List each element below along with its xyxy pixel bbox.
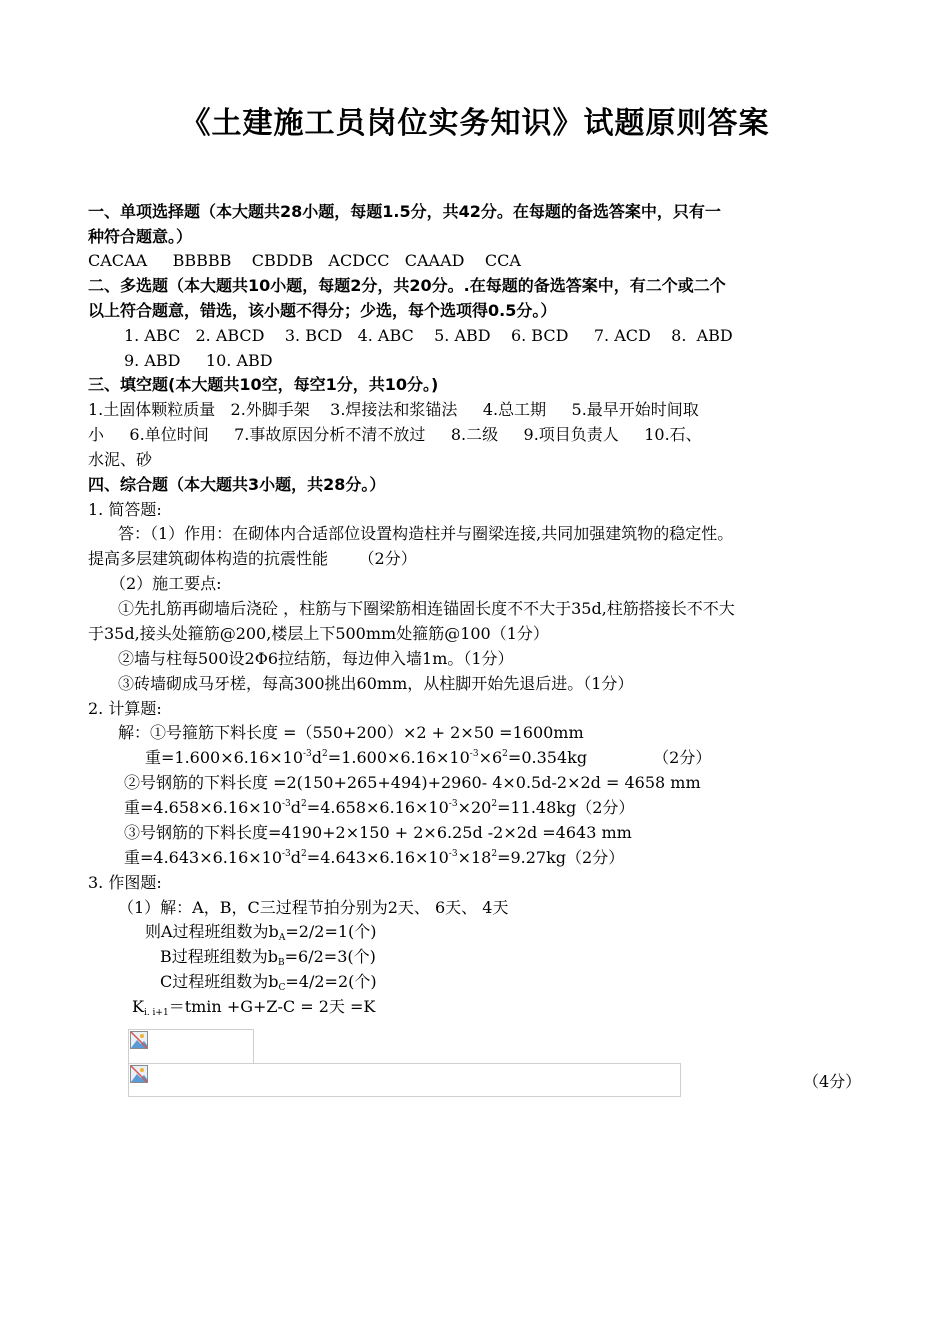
question1-answer-line4: ①先扎筋再砌墙后浇砼 ，柱筋与下圈梁筋相连锚固长度不不大于35d,柱筋搭接长不不大 bbox=[118, 599, 735, 618]
question1-answer-line1: 答：（1）作用：在砌体内合适部位设置构造柱并与圈梁连接,共同加强建筑物的稳定性。 bbox=[118, 524, 734, 543]
section3-heading: 三、填空题(本大题共10空，每空1分，共10分。) bbox=[88, 375, 439, 394]
section4-heading: 四、综合题（本大题共3小题，共28分。） bbox=[88, 475, 386, 494]
question1-answer-line7: ③砖墙砌成马牙槎，每高300挑出60mm，从柱脚开始先退后进。（1分） bbox=[118, 674, 634, 693]
broken-image-placeholder bbox=[128, 1029, 254, 1067]
section1-heading-line2: 种符合题意。） bbox=[88, 227, 193, 246]
question2-line3: ②号钢筋的下料长度 =2(150+265+494)+2960- 4×0.5d-2×2d = 4658 mm bbox=[124, 773, 701, 792]
question2-line2: 重$=1.600\times 6.16\times 10^{-3}d^2=1.600\times 6.16\times 10^{-3}\times 6^2=0.354kg$ （2分） bbox=[145, 748, 712, 767]
section2-answers-line1: 1. ABC 2. ABCD 3. BCD 4. ABC 5. ABD 6. BCD 7. ACD 8. ABD bbox=[124, 326, 733, 345]
question1-answer-line3: （2）施工要点: bbox=[110, 574, 222, 593]
question3-line1: （1）解：A，B，C三过程节拍分别为2天、 6天、 4天 bbox=[118, 898, 509, 917]
question2-label: 2. 计算题: bbox=[88, 699, 162, 718]
question1-answer-line2: 提高多层建筑砌体构造的抗震性能 （2分） bbox=[88, 549, 417, 568]
question3-score: （4分） bbox=[803, 1072, 862, 1091]
question1-answer-line6: ②墙与柱每500设2Φ6拉结筋，每边伸入墙1m。（1分） bbox=[118, 649, 514, 668]
question2-line1: 解：①号箍筋下料长度 =（550+200）×2 + 2×50 =1600mm bbox=[118, 723, 584, 742]
question3-line3: B过程班组数为$b_B=6/2=3$(个) bbox=[160, 947, 376, 968]
broken-image-icon bbox=[130, 1031, 148, 1049]
question3-line4: C过程班组数为$b_C=4/2=2$(个) bbox=[160, 972, 377, 993]
page-title: 《土建施工员岗位实务知识》试题原则答案 bbox=[180, 106, 770, 141]
section2-heading-line2: 以上符合题意，错选，该小题不得分；少选，每个选项得0.5分。） bbox=[88, 301, 557, 320]
question3-line2: 则A过程班组数为$b_A=2/2=1$(个) bbox=[145, 922, 377, 943]
broken-image-placeholder bbox=[128, 1063, 681, 1097]
section3-line2: 小 6.单位时间 7.事故原因分析不清不放过 8.二级 9.项目负责人 10.石、 bbox=[88, 425, 702, 444]
question2-line4: 重$=4.658\times 6.16\times 10^{-3}d^2=4.658\times 6.16\times 10^{-3}\times 20^2=11.48kg(2$分） bbox=[124, 798, 635, 817]
section3-line3: 水泥、砂 bbox=[88, 450, 153, 469]
section3-line1: 1.土固体颗粒质量 2.外脚手架 3.焊接法和浆锚法 4.总工期 5.最早开始时间取 bbox=[88, 400, 699, 419]
question3-line5: $K_{i. i+1}=tmin +G+Z-C = 2$天 =K bbox=[132, 997, 376, 1018]
section2-heading-line1: 二、多选题（本大题共10小题，每题2分，共20分。.在每题的备选答案中，有二个或二个 bbox=[88, 276, 726, 295]
section1-heading-line1: 一、单项选择题（本大题共28小题，每题1.5分，共42分。在每题的备选答案中，只有一 bbox=[88, 202, 721, 221]
question2-line6: 重$=4.643\times 6.16\times 10^{-3}d^2=4.643\times 6.16\times 10^{-3}\times 18^2=9.27kg(2$分） bbox=[124, 848, 625, 867]
broken-image-icon bbox=[130, 1065, 148, 1083]
question1-label: 1. 简答题: bbox=[88, 500, 162, 519]
question3-label: 3. 作图题: bbox=[88, 873, 162, 892]
question2-line5: ③号钢筋的下料长度=4190+2×150 + 2×6.25d -2×2d =4643 mm bbox=[124, 823, 632, 842]
question1-answer-line5: 于35d,接头处箍筋@200,楼层上下500mm处箍筋@100（1分） bbox=[88, 624, 549, 643]
section1-answers: CACAA BBBBB CBDDB ACDCC CAAAD CCA bbox=[88, 251, 521, 270]
section2-answers-line2: 9. ABD 10. ABD bbox=[124, 351, 273, 370]
